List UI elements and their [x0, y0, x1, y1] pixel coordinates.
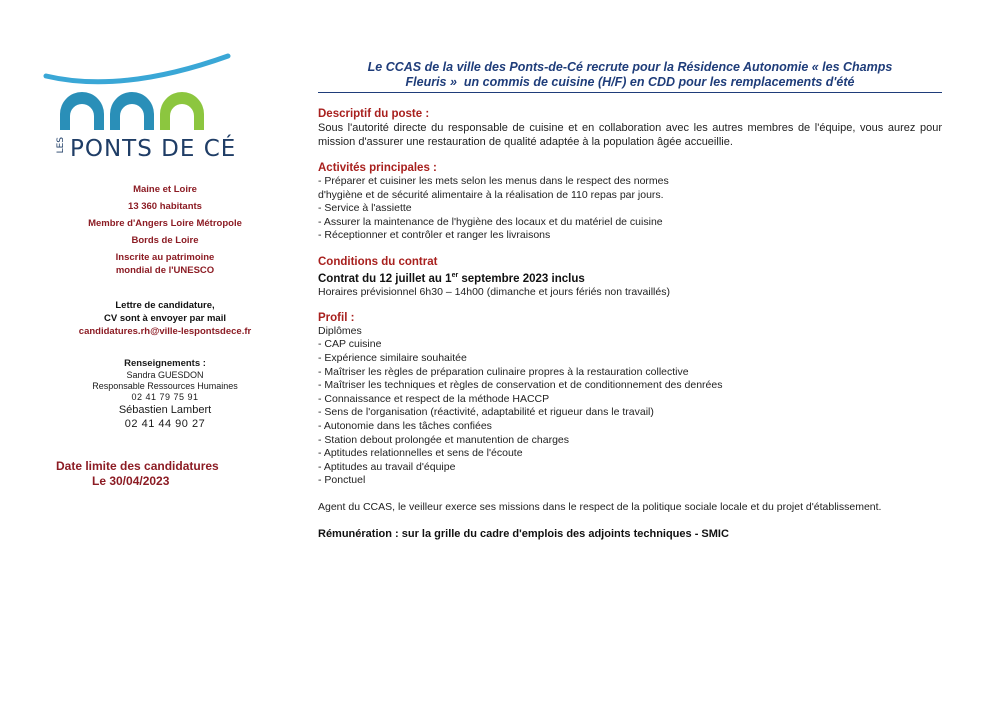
fact-metropole: Membre d'Angers Loire Métropole: [88, 218, 242, 229]
logo-name: PONTS DE CÉ: [70, 136, 237, 162]
apply-email-link[interactable]: candidatures.rh@ville-lespontsdece.fr: [78, 326, 252, 337]
job-offer: [318, 60, 942, 541]
headline-fleuris: Fleuris »: [405, 75, 457, 89]
fact-unesco-1: Inscrite au patrimoine: [115, 252, 215, 263]
contract-sup: er: [451, 271, 459, 279]
list-item: - Préparer et cuisiner les mets selon les menus dans le respect des normes: [318, 175, 669, 187]
contact-phone-1: 02 41 79 75 91: [131, 392, 199, 402]
contacts-heading: Renseignements :: [124, 358, 206, 369]
fact-loire: Bords de Loire: [131, 235, 199, 246]
list-item: - Station debout prolongée et manutention de charges: [318, 433, 570, 446]
contact-name-1: Sandra GUESDON: [126, 370, 204, 380]
list-item: - Aptitudes au travail d'équipe: [318, 460, 456, 473]
description-title: Descriptif du poste :: [318, 108, 430, 120]
profile-title: Profil :: [318, 311, 355, 324]
list-item: - Réceptionner et contrôler et ranger les livraisons: [318, 229, 551, 242]
fact-unesco-2: mondial de l'UNESCO: [115, 265, 215, 276]
contact-phone-2: 02 41 44 90 27: [124, 418, 206, 430]
list-item: - Autonomie dans les tâches confiées: [318, 419, 492, 432]
activities-title: Activités principales :: [318, 162, 437, 174]
logo-les: LES: [56, 136, 66, 153]
list-item: - Service à l'assiette: [318, 202, 412, 215]
contract-hours: Horaires prévisionnel 6h30 – 14h00 (dimanche et jours fériés non travaillés): [318, 285, 670, 298]
description-section: [318, 107, 942, 149]
contact-role-1: Responsable Ressources Humaines: [92, 381, 238, 391]
logo-arc: [46, 56, 228, 82]
list-item: d'hygiène et de sécurité alimentaire à la réalisation de 110 repas par jours.: [318, 188, 664, 201]
list-item: - Expérience similaire souhaitée: [318, 351, 467, 364]
contract-dates: [318, 269, 942, 286]
fact-region: Maine et Loire: [133, 184, 197, 195]
conditions-title: Conditions du contrat: [318, 255, 438, 268]
deadline-label: Date limite des candidatures: [56, 459, 219, 473]
deadline-date: Le 30/04/2023: [92, 474, 170, 488]
list-item: - Assurer la maintenance de l'hygiène des locaux et du matériel de cuisine: [318, 215, 663, 228]
city-facts: [40, 183, 290, 281]
activities-list: [318, 175, 942, 243]
list-item: - Sens de l'organisation (réactivité, adaptabilité et rigueur dans le travail): [318, 406, 654, 419]
deadline: [56, 459, 286, 489]
apply-line-1: Lettre de candidature,: [115, 300, 215, 311]
conditions-section: [318, 255, 942, 299]
contract-text-a: Contrat du 12 juillet au 1: [318, 272, 452, 285]
contacts: [40, 358, 290, 431]
activities-section: [318, 161, 942, 243]
list-item: - Maîtriser les techniques et règles de conservation et de conditionnement des denrées: [318, 379, 723, 392]
logo-graphic: [42, 50, 242, 140]
logo-arch-1: [60, 92, 104, 130]
list-item: - CAP cuisine: [318, 338, 382, 351]
list-item: - Aptitudes relationnelles et sens de l'écoute: [318, 447, 523, 460]
logo-arch-2: [110, 92, 154, 130]
description-text: Sous l'autorité directe du responsable de cuisine et en collaboration avec les autres membres de l'équipe, vous aurez pour mission d'assurer une restauration de qualité adaptée à la population âgée accueillie.: [318, 122, 942, 148]
logo-wordmark: [56, 136, 236, 162]
headline: [318, 60, 942, 93]
list-item: - Maîtriser les règles de préparation culinaire propres à la restauration collective: [318, 365, 689, 378]
contact-name-2: Sébastien Lambert: [118, 404, 212, 416]
headline-position: un commis de cuisine (H/F) en CDD pour les remplacements d'été: [463, 75, 855, 89]
headline-line-2: [318, 75, 942, 90]
headline-line-1: Le CCAS de la ville des Ponts-de-Cé recrute pour la Résidence Autonomie « les Champs: [367, 60, 893, 74]
apply-line-2: CV sont à envoyer par mail: [104, 313, 226, 324]
application-info: [40, 299, 290, 338]
list-item: - Connaissance et respect de la méthode HACCP: [318, 392, 550, 405]
fact-population: 13 360 habitants: [128, 201, 202, 212]
list-item: - Ponctuel: [318, 474, 366, 487]
logo: [42, 50, 242, 170]
profile-list: [318, 325, 942, 488]
profile-section: [318, 311, 942, 488]
agent-text: Agent du CCAS, le veilleur exerce ses missions dans le respect de la politique sociale locale et du projet d'établissement.: [318, 500, 882, 513]
list-item: Diplômes: [318, 324, 362, 337]
logo-arch-3: [160, 92, 204, 130]
contract-text-b: septembre 2023 inclus: [458, 272, 585, 285]
pay-text: Rémunération : sur la grille du cadre d'emplois des adjoints techniques - SMIC: [318, 528, 729, 541]
